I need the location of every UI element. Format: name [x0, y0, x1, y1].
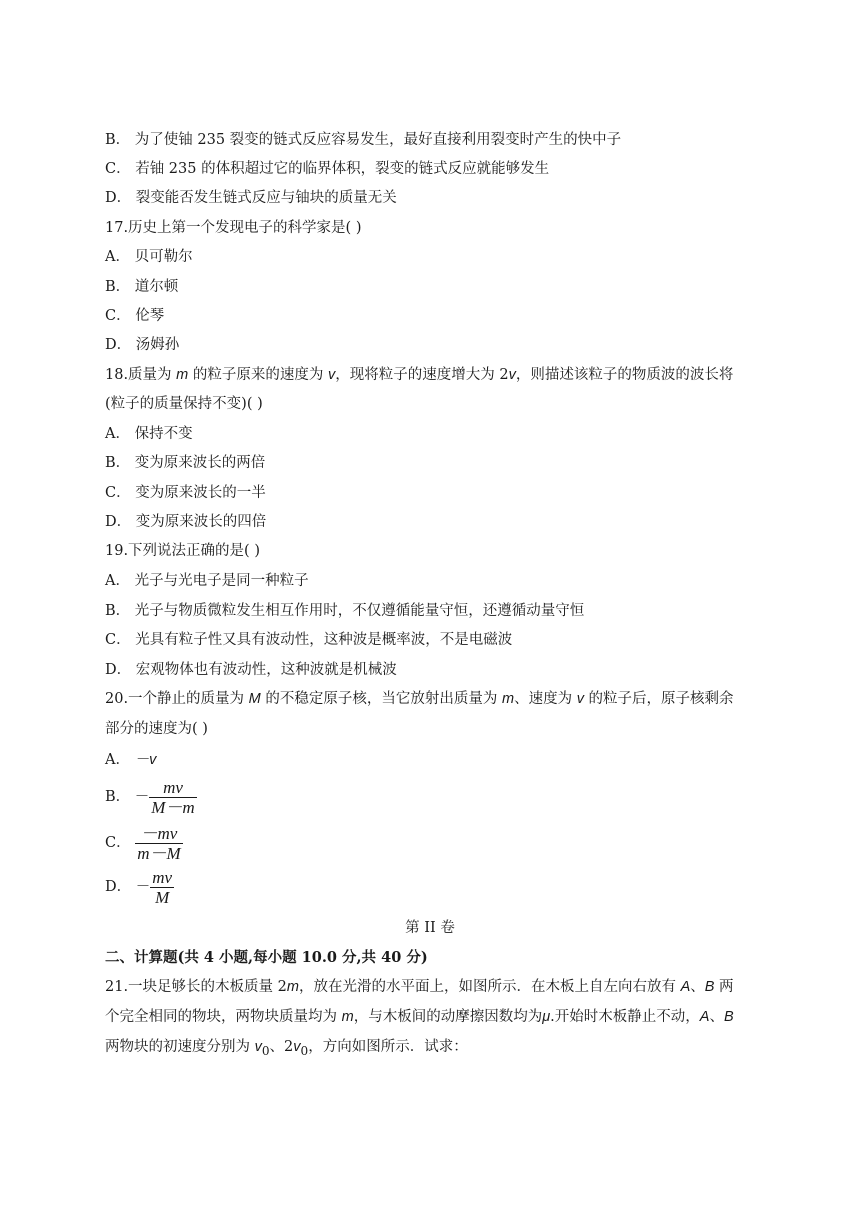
section-heading: 二、计算题(共 4 小题,每小题 10.0 分,共 40 分) — [105, 949, 428, 966]
fraction: $\frac{-mv}{m-M}$ — [137, 823, 181, 863]
q16-option-b: B． 为了使铀 235 裂变的链式反应容易发生，最好直接利用裂变时产生的快中子 — [105, 132, 622, 148]
q19-stem: 19.下列说法正确的是( ) — [105, 543, 260, 559]
q18-option-c: C． 变为原来波长的一半 — [105, 485, 266, 501]
fraction: $\frac{mv}{M-m}$ — [151, 777, 195, 817]
q20-option-c: C． $\frac{-mv}{m-M}$ — [105, 823, 181, 863]
q19-option-d: D． 宏观物体也有波动性，这种波就是机械波 — [105, 662, 397, 678]
q20-option-d: D． － $\frac{mv}{M}$ — [105, 867, 173, 907]
q18-stem-line1: 18.质量为 m 的粒子原来的速度为 v，现将粒子的速度增大为 2v，则描述该粒子的物质波的波长将 — [105, 367, 734, 383]
q17-option-d: D． 汤姆孙 — [105, 337, 180, 353]
q17-option-c: C． 伦琴 — [105, 308, 165, 324]
q18-option-b: B． 变为原来波长的两倍 — [105, 455, 266, 471]
q21-stem-line1: 21.一块足够长的木板质量 2m，放在光滑的水平面上，如图所示．在木板上自左向右放有 A、B 两 — [105, 979, 734, 995]
q16-option-d: D． 裂变能否发生链式反应与铀块的质量无关 — [105, 190, 397, 206]
q17-option-a: A． 贝可勒尔 — [105, 249, 193, 265]
q17-option-b: B． 道尔顿 — [105, 279, 179, 295]
q21-stem-line2: 个完全相同的物块，两物块质量均为 m，与木板间的动摩擦因数均为μ.开始时木板静止不动，A、B — [105, 1009, 734, 1025]
fraction: $\frac{mv}{M}$ — [152, 867, 173, 907]
q19-option-b: B． 光子与物质微粒发生相互作用时，不仅遵循能量守恒，还遵循动量守恒 — [105, 603, 585, 619]
q18-stem-line2: (粒子的质量保持不变)( ) — [105, 396, 263, 412]
q19-option-a: A． 光子与光电子是同一种粒子 — [105, 573, 309, 589]
q19-option-c: C． 光具有粒子性又具有波动性，这种波是概率波，不是电磁波 — [105, 632, 513, 648]
q21-stem-line3: 两物块的初速度分别为 $v_0$、$2v_0$，方向如图所示．试求： — [105, 1039, 468, 1058]
q20-stem-line2: 部分的速度为( ) — [105, 721, 208, 737]
q18-option-d: D． 变为原来波长的四倍 — [105, 514, 267, 530]
q20-stem-line1: 20.一个静止的质量为 M 的不稳定原子核，当它放射出质量为 m、速度为 v 的粒子后，原子核剩余 — [105, 691, 734, 707]
part-heading: 第 II 卷 — [405, 920, 455, 936]
q18-option-a: A． 保持不变 — [105, 426, 193, 442]
q20-option-b: B． － $\frac{mv}{M-m}$ — [105, 777, 195, 817]
q17-stem: 17.历史上第一个发现电子的科学家是( ) — [105, 220, 362, 236]
q20-option-a: A． －v — [105, 752, 157, 768]
q16-option-c: C． 若铀 235 的体积超过它的临界体积，裂变的链式反应就能够发生 — [105, 161, 550, 177]
